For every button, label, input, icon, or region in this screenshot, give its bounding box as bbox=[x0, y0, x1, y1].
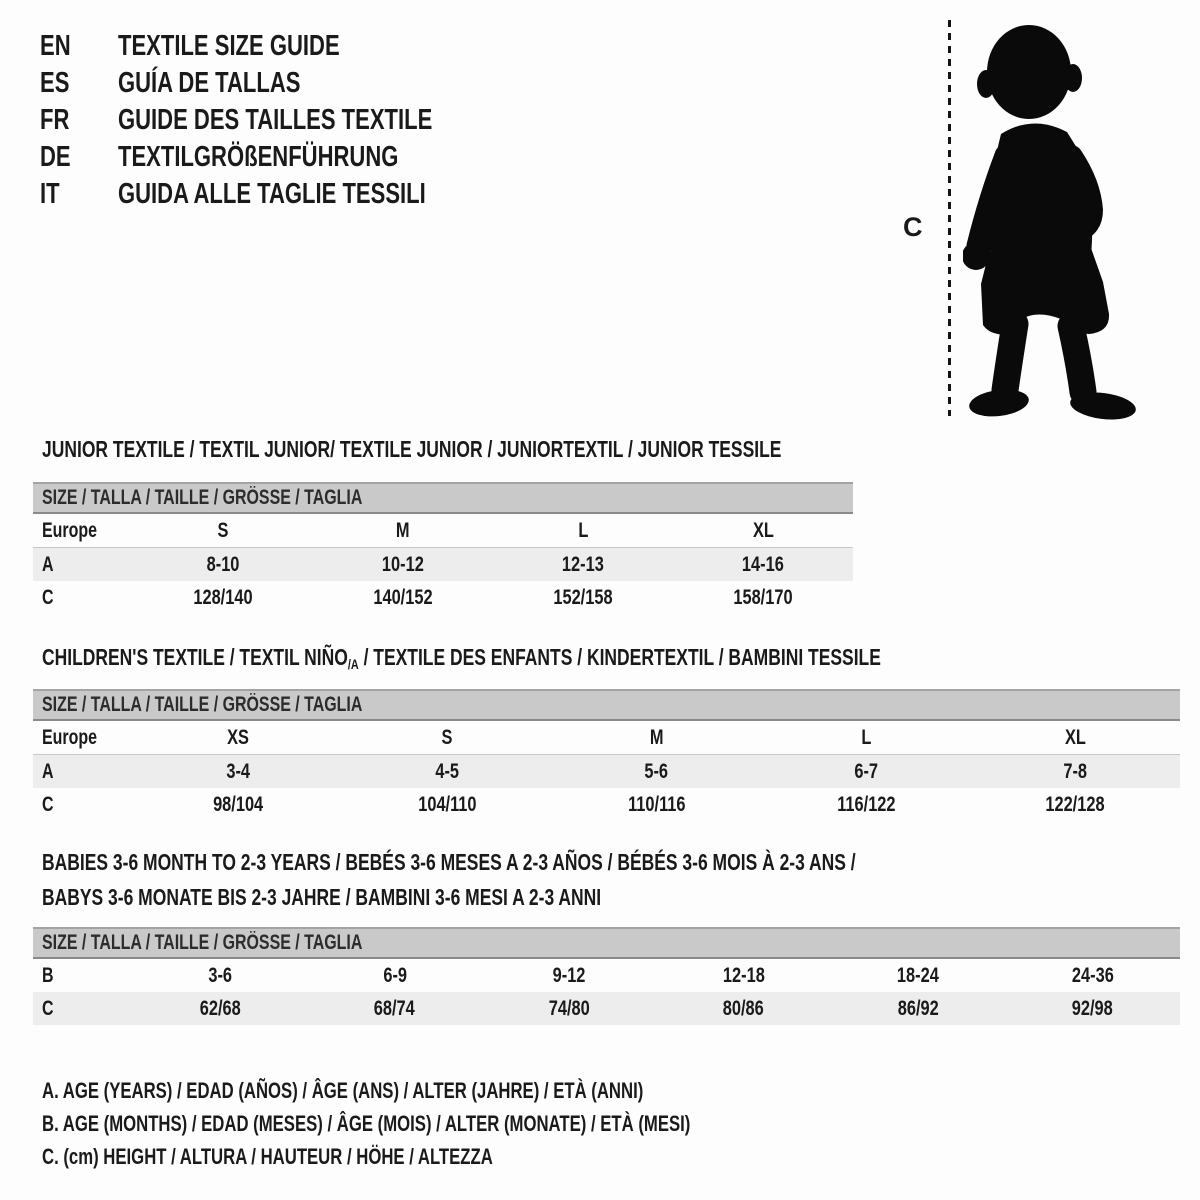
size-table-header: SIZE / TALLA / TAILLE / GRÖSSE / TAGLIA bbox=[33, 482, 853, 514]
cell: M bbox=[649, 725, 664, 749]
babies-size-table bbox=[33, 927, 1180, 1025]
cell: 80/86 bbox=[723, 996, 765, 1020]
table-row-height bbox=[33, 788, 1180, 821]
cell: 7-8 bbox=[1063, 759, 1088, 783]
size-table-header: SIZE / TALLA / TAILLE / GRÖSSE / TAGLIA bbox=[33, 927, 1180, 959]
language-code: DE bbox=[40, 141, 71, 173]
table-row-age bbox=[33, 548, 853, 581]
cell: 18-24 bbox=[897, 963, 940, 987]
language-title: TEXTILGRÖßENFÜHRUNG bbox=[118, 141, 399, 173]
language-row bbox=[40, 28, 532, 65]
row-label: C bbox=[42, 996, 54, 1020]
language-title: GUIDE DES TAILLES TEXTILE bbox=[118, 104, 433, 136]
table-row-height bbox=[33, 992, 1180, 1025]
legend-line-a: A. AGE (YEARS) / EDAD (AÑOS) / ÂGE (ANS) / ALTER (JAHRE) / ETÀ (ANNI) bbox=[42, 1077, 644, 1103]
cell: 128/140 bbox=[193, 585, 253, 609]
measure-legend bbox=[42, 1074, 895, 1173]
cell: 152/158 bbox=[553, 585, 613, 609]
children-size-table bbox=[33, 689, 1180, 821]
cell: 14-16 bbox=[742, 552, 784, 576]
cell: 8-10 bbox=[206, 552, 240, 576]
cell: S bbox=[217, 518, 229, 542]
height-dashed-line bbox=[948, 20, 951, 416]
table-row-height bbox=[33, 581, 853, 614]
babies-section-title: BABIES 3-6 MONTH TO 2-3 YEARS / BEBÉS 3-6 MESES A 2-3 AÑOS / BÉBÉS 3-6 MOIS À 2-3 ANS / BABYS 3-6 MONATE BIS 2-3 JAHRE / BAMBINI 3-6 MESI A 2-3 ANNI bbox=[42, 849, 856, 910]
row-label: Europe bbox=[42, 518, 97, 542]
junior-size-table bbox=[33, 482, 853, 614]
cell: 3-6 bbox=[208, 963, 233, 987]
cell: 24-36 bbox=[1071, 963, 1114, 987]
language-title-list bbox=[40, 28, 532, 213]
legend-line-b: B. AGE (MONTHS) / EDAD (MESES) / ÂGE (MOIS) / ALTER (MONATE) / ETÀ (MESI) bbox=[42, 1110, 691, 1136]
cell: XL bbox=[1064, 725, 1086, 749]
table-row-europe bbox=[33, 721, 1180, 755]
cell: L bbox=[860, 725, 871, 749]
cell: 4-5 bbox=[435, 759, 459, 783]
junior-section-title: JUNIOR TEXTILE / TEXTIL JUNIOR/ TEXTILE JUNIOR / JUNIORTEXTIL / JUNIOR TESSILE bbox=[42, 436, 782, 462]
measure-c-label: C bbox=[903, 212, 923, 242]
row-label: C bbox=[42, 585, 54, 609]
cell: 116/122 bbox=[836, 792, 896, 816]
language-row bbox=[40, 139, 532, 176]
cell: 12-18 bbox=[722, 963, 765, 987]
table-row-months bbox=[33, 959, 1180, 992]
row-label: A bbox=[42, 552, 54, 576]
language-code: FR bbox=[40, 104, 70, 136]
cell: 98/104 bbox=[212, 792, 263, 816]
cell: 140/152 bbox=[373, 585, 433, 609]
language-row bbox=[40, 102, 532, 139]
row-label: Europe bbox=[42, 725, 97, 749]
language-title: GUIDA ALLE TAGLIE TESSILI bbox=[118, 178, 426, 210]
cell: 122/128 bbox=[1045, 792, 1105, 816]
row-label: A bbox=[42, 759, 54, 783]
cell: 10-12 bbox=[382, 552, 424, 576]
language-code: IT bbox=[40, 178, 60, 210]
row-label: C bbox=[42, 792, 54, 816]
cell: L bbox=[577, 518, 588, 542]
cell: 104/110 bbox=[417, 792, 477, 816]
size-table-header: SIZE / TALLA / TAILLE / GRÖSSE / TAGLIA bbox=[33, 689, 1180, 721]
cell: 3-4 bbox=[225, 759, 250, 783]
toddler-silhouette-icon bbox=[963, 22, 1145, 420]
cell: 6-9 bbox=[382, 963, 407, 987]
cell: 86/92 bbox=[897, 996, 939, 1020]
row-label: B bbox=[42, 963, 54, 987]
language-row bbox=[40, 65, 532, 102]
nino-a-subscript: /A bbox=[347, 656, 359, 673]
cell: 62/68 bbox=[199, 996, 241, 1020]
cell: 68/74 bbox=[374, 996, 416, 1020]
cell: 6-7 bbox=[854, 759, 878, 783]
cell: 74/80 bbox=[548, 996, 590, 1020]
language-code: EN bbox=[40, 30, 71, 62]
cell: XL bbox=[752, 518, 774, 542]
language-row bbox=[40, 176, 532, 213]
table-row-europe bbox=[33, 514, 853, 548]
cell: XS bbox=[226, 725, 249, 749]
legend-line-c: C. (cm) HEIGHT / ALTURA / HAUTEUR / HÖHE / ALTEZZA bbox=[42, 1143, 493, 1169]
language-title: TEXTILE SIZE GUIDE bbox=[118, 30, 340, 62]
cell: 92/98 bbox=[1072, 996, 1114, 1020]
cell: 158/170 bbox=[733, 585, 793, 609]
language-code: ES bbox=[40, 67, 70, 99]
children-section-title: CHILDREN'S TEXTILE / TEXTIL $NIÑO_{/A}$ / TEXTILE DES ENFANTS / KINDERTEXTIL / BAMBINI TESSILE bbox=[42, 644, 881, 673]
cell: S bbox=[441, 725, 453, 749]
cell: 5-6 bbox=[644, 759, 669, 783]
table-row-age bbox=[33, 755, 1180, 788]
cell: 110/116 bbox=[627, 792, 686, 816]
cell: 9-12 bbox=[552, 963, 586, 987]
cell: M bbox=[396, 518, 410, 542]
cell: 12-13 bbox=[562, 552, 604, 576]
language-title: GUÍA DE TALLAS bbox=[118, 67, 301, 99]
